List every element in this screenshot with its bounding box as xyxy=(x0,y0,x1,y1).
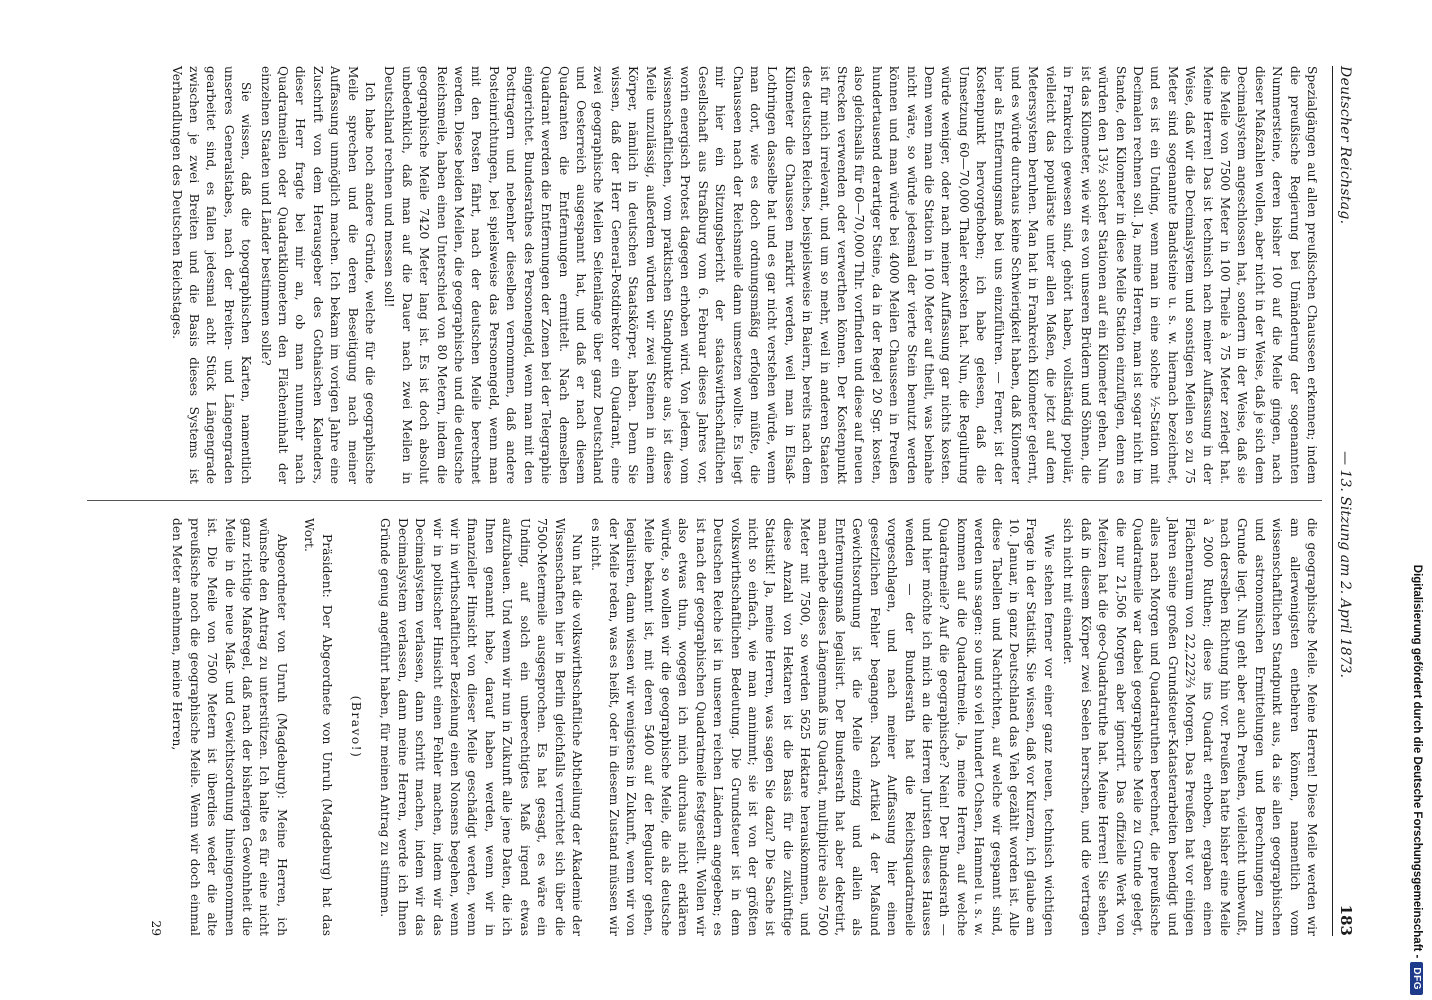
applause-note: (Bravo!) xyxy=(349,695,364,759)
paragraph: Nun hat die volkswirthschaftliche Abtheilung der Akademie der Wissenschaften hier in Berlin gleichfalls verrichtet sich über die 7500-Metermeile ausgesprochen. Es hat gesagt, es wäre ein Unding, auf solch ein unberechtigtes Maß irgend etwas aufzubauen. Und wenn wir nun in Zukunft alle jene Daten, die ich Ihnen genannt habe, darauf haben werden, wenn wir in finanzieller Hinsicht von dieser Meile geschädigt werden, wenn wir in wirthschaftlicher Beziehung einen Nonsens begehen, wenn wir in politischer Hinsicht einen Fehler machen, indem wir das Decimalsystem verlassen, dann schritt machen, indem wir das Decimalsystem verlassen, dann meine Herren, werde ich Ihnen Gründe genug angeführt haben, für meinen Antrag zu stimmen. xyxy=(378,518,584,936)
president-remark: Präsident: Der Abgeordnete von Unruh (Magdeburg) hat das Wort. xyxy=(302,518,334,936)
journal-title: Deutscher Reichstag. xyxy=(1337,66,1353,225)
signature-mark: 29 xyxy=(149,920,163,936)
dfg-logo: DFG xyxy=(1411,962,1424,995)
column-divider xyxy=(87,500,1322,501)
right-column xyxy=(145,518,1320,936)
paragraph: Sie wissen, daß die topographischen Karten, namentlich unseres Generalstabes, nach der Breiten- und Längengraden gearbeitet sind, es fallen jedesmal acht Stück Längengrade zwischen je zwei Breiten und die Basis dieses Systems ist Verhandlungen des Deutschen Reichstages. xyxy=(169,66,254,484)
session-title: — 13. Sitzung am 2. April 1873. xyxy=(1337,451,1353,678)
speaker-paragraph: Abgeordneter von Unruh (Magdeburg): Meine Herren, ich wünsche den Antrag zu unterstützen. Ich halte es für eine nicht ganz richtige Maßregel, daß nach der bisherigen Gewohnheit die Meile in die neue Maß- und Gewichtsordnung hineingenommen ist. Die Meile von 7500 Metern ist überdies weder die alte preußische noch die geographische Meile. Wenn wir doch einmal den Meter annehmen, meine Herren, xyxy=(170,518,289,936)
left-column xyxy=(165,66,1320,484)
page-number: 183 xyxy=(1337,904,1355,936)
document-page xyxy=(66,66,1366,936)
digitization-text: Digitalisierung gefördert durch die Deutsche Forschungsgemeinschaft - xyxy=(1411,564,1423,959)
paragraph: Ich habe noch andere Gründe, welche für die geographische Meile sprechen und die deren Beseitigung nach meiner Auffassung unmöglich machen. Ich bekam im vorigen Jahre eine Zuschrift von dem Herausgeber des Gothaischen Kalenders, dieser Herr fragte bei mir an, ob man nunmehr nach Quadratmeilen oder Quadratkilometern den Flächeninhalt der einzelnen Staaten und Länder bestimmen solle? xyxy=(258,66,378,484)
paragraph: Spezialgängen auf allen preußischen Chausseen erkennen; indem die preußische Regierung bei Umänderung der sogenannten Nummersteine, deren bisher 100 auf die Meile gingen, nach dieser Maßzahlen wollen, aber nicht in der Weise, daß je sich dem Decimalsystem angeschlossen hat, sondern in der Weise, daß sie die Meile von 7500 Meter in 100 Theile à 75 Meter zerlegt hat. Meine Herren! Das ist technisch nach meiner Auffassung in der Weise, daß wir die Decimalsystem und sonstigen Meilen so zu 75 Meter sind sogenannte Bandsteine u. s. w. hiernach bezeichnet, und es ist ein Unding, wenn man in eine solche ½-Station mit Decimalen rechnen soll. Ja, meine Herren, man ist sogar nicht im Stande, den Kilometer in diese Meile Station einzufügen, denn es würden den 13½ solcher Stationen auf ein Kilometer gehen. Nun ist das Kilometer, wie wir es von unseren Brüdern und Söhnen, die in Frankreich gewesen sind, gehört haben, vollständig populär, vielleicht das populärste unter allen Maßen, die jetzt auf dem Meterssystem beruhen. Man hat in Frankreich Kilometer gelernt, und es würde durchaus keine Schwierigkeit haben, daß Kilometer hier als Entfernungsmaß bei uns einzuführen. — Ferner, ist der Kostenpunkt hervorgehoben; ich habe gelesen, daß die Umsetzung 60—70,000 Thaler erkosten hat. Nun, die Regulirung würde weniger, oder nach meiner Auffassung gar nichts kosten. Denn wenn man die Station in 100 Meter auf theilt, was beinahe nicht wäre, so würde jedesmal der vierte Stein benutzt werden können und man würde bei 4000 Meilen Chausseen in Preußen hundertausend derartiger Steine, da in der Regel 20 Sgr. kosten, also gleichsalls für 60—70,000 Thlr. vorfinden und diese auf neuen Strecken verwenden oder verwerthen können. Der Kostenpunkt ist für mich irrelevant, und um so mehr, weil in anderen Staaten des deutschen Reiches, beispielsweise in Baiern, bereits nach dem Kilometer die Chausseen markirt werden, weil man in Elsaß-Lothringen dasselbe hat und es gar nicht verstehen würde, wenn man dort, wie es doch ordnungsmäßig erfolgen müßte, die Chausseen nach der Reichsmeile dann umsetzen wollte. Es liegt mir hier ein Sitzungsbericht der staatswirthschaftlichen Gesellschaft aus Straßburg vom 6. Februar dieses Jahres vor, worin energisch Protest dagegen erhoben wird. Von jedem, vom wissenschaftlichen, vom praktischen Standpunkte aus, ist diese Meile unzulässig, außerdem würden wir zwei Steinen in einem Körper, nämlich in deutschen Staatskörper, haben. Denn Sie wissen, daß der Herr General-Postdirektor ein Quadrant, eine zwei geographische Meilen Seitenlänge über ganz Deutschland und Oesterreich ausgespannt hat, und daß er nach diesem Quadranten die Entfernungen ermittelt. Nach demselben Quadrant werden die Entfernungen der Zonen bei der Telegraphie eingerichtet. Bundesrathes des Personengeld, wenn man mit den Posttragern und nebenher dieselben vernommen, daß andere Posteinrichtungen, bei spielsweise das Personengeld, wenn man mit den Posten fährt, nach der deutschen Meile berechnet werden. Diese beiden Meilen, die geographische und die deutsche Reichsmeile, haben einen Unterschied von 80 Metern, indem die geographische Meile 7420 Meter lang ist. Es ist doch absolut unbedenklich, daß man auf die Dauer nach zwei Meilen in Deutschland rechnen und messen soll! xyxy=(382,66,1319,484)
page-header xyxy=(1332,66,1366,936)
paragraph: die geographische Meile. Meine Herren! Diese Meile werden wir am allerwenigsten entbehren können, namentlich vom wissenschaftlichen Standpunkt aus, da sie allen geographischen und astronomischen Ermittelungen und Berechnungen zum Grunde liegt. Nun geht aber auch Preußen, vielleicht unbewußt, nach derselben Richtung hin vor. Preußen hatte bisher eine Meile à 2000 Ruthen; diese ins Quadrat erhoben, ergaben einen Flächenraum von 22,222⅔ Morgen. Das Preußen hat vor einigen Jahren seine großen Grundsteuer-Katasterarbeiten beendigt und alles nach Morgen und Quadratruthen berechnet, die preußische Quadratmeile war dabei geographische Meile zu Grunde gelegt, die nur 21,506 Morgen aber ignorirt. Das offizielle Werk von Meitzen hat die geo-Quadratruthe hat. Meine Herren! Sie sehen, daß in diesem Körper zwei Seelen herrschen, und die vertragen sich nicht mit einander. xyxy=(1061,518,1319,936)
paragraph: Wie stehen ferner vor einer ganz neuen, technisch wichtigen Frage in der Statistik. Sie wissen, daß vor Kurzem, ich glaube am 10. Januar, in ganz Deutschland das Vieh gezählt worden ist. Alle diese Tabellen und Nachrichten, auf welche wir gespannt sind, werden uns sagen: so und so viel hundert Ochsen, Hammel u. s. w. kommen auf die Quadratmeile. Ja, meine Herren, auf welche Quadratmeile? Auf die geographische? Nein! Der Bundesrath — und hier möchte ich mich an die Herren Juristen dieses Hauses wenden — der Bundesrath hat die Reichsquadratmeile vorgeschlagen, und nach meiner Auffassung hier einen gesetzlichen Fehler begangen. Nach Artikel 4 der Maßund Gewichtsordnung ist die Meile einzig und allein als Entfernungsmaß legalisirt. Der Bundesrath hat aber dekretirt, man erhebe dieses Längenmaß ins Quadrat, multiplicire also 7500 Meter mit 7500, so werden 5625 Hektare herauskommen, und diese Anzahl von Hektaren ist die Basis für die zukünftige Statistik! Ja, meine Herren, was sagen Sie dazu? Die Sache ist nicht so einfach, wie man annimmt; sie ist von der größten volkswirthschaftlichen Bedeutung. Die Grundsteuer ist in dem Deutschen Reiche ist in unseren reichen Ländern angegeben; es ist nach der geographischen Quadratmeile festgestellt. Wollen wir also etwas thun, wogegen ich mich durchaus nicht erklären würde, so wollen wir die geographische Meile, die als deutsche Meile bekannt ist, mit deren 5400 auf der Regulator gehen, legalisiren, dann wissen wir wenigstens in Zukunft, wenn wir von der Meile reden, was es heißt, oder in diesem Zustand müssen wir es nicht. xyxy=(589,518,1056,936)
digitization-notice xyxy=(1404,10,1430,995)
